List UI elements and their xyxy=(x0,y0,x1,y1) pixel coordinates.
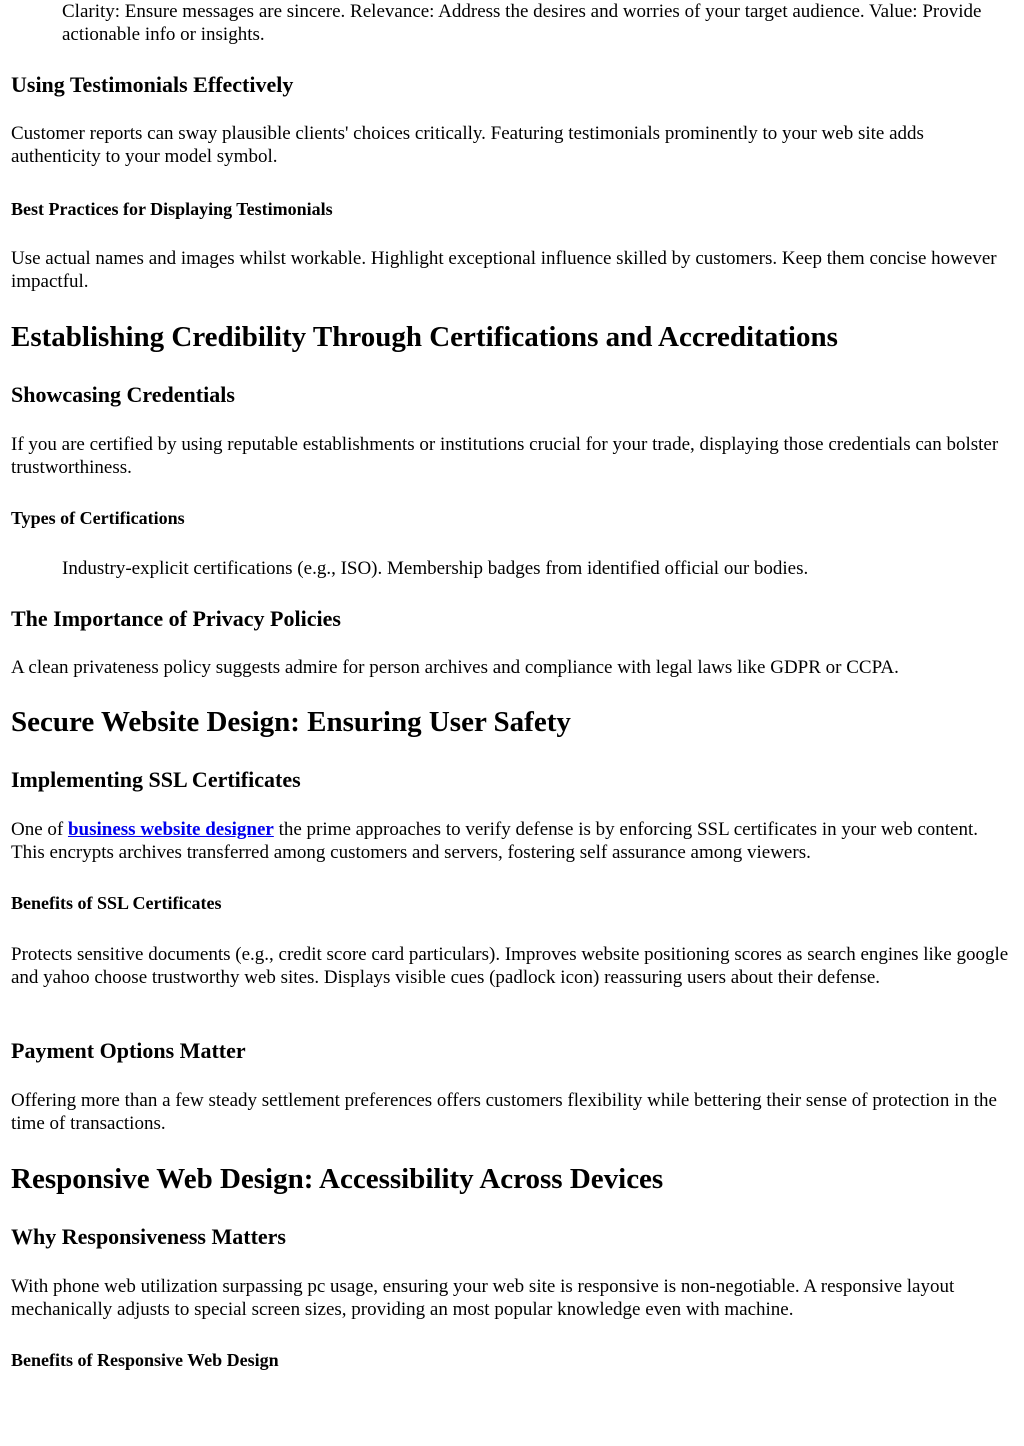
types-paragraph: Industry-explicit certifications (e.g., ISO). Membership badges from identified official our bodies. xyxy=(62,558,809,579)
payment-paragraph: Offering more than a few steady settlement preferences offers customers flexibility while bettering their sense of protection in the time of transactions. xyxy=(11,1090,997,1134)
heading-best-practices: Best Practices for Displaying Testimonials xyxy=(11,199,333,219)
heading-secure-website-design: Secure Website Design: Ensuring User Safety xyxy=(11,706,571,738)
testimonials-paragraph: Customer reports can sway plausible clients' choices critically. Featuring testimonials prominently to your web site adds authenticity to your model symbol. xyxy=(11,123,924,167)
ssl-paragraph-prefix: One of xyxy=(11,819,68,840)
ssl-benefits-paragraph: Protects sensitive documents (e.g., credit score card particulars). Improves website positioning scores as search engines like google and yahoo choose trustworthy web sites. Displays visible cues (padlock icon) reassuring users about their defense. xyxy=(11,944,1009,988)
heading-showcasing-credentials: Showcasing Credentials xyxy=(11,382,235,407)
heading-benefits-of-ssl: Benefits of SSL Certificates xyxy=(11,893,222,913)
best-practices-paragraph: Use actual names and images whilst workable. Highlight exceptional influence skilled by customers. Keep them concise however impactful. xyxy=(11,248,997,292)
business-website-designer-link[interactable]: business website designer xyxy=(67,819,274,840)
heading-benefits-responsive: Benefits of Responsive Web Design xyxy=(11,1350,279,1370)
heading-payment-options: Payment Options Matter xyxy=(11,1038,246,1063)
heading-establishing-credibility: Establishing Credibility Through Certifications and Accreditations xyxy=(11,321,838,353)
heading-implementing-ssl: Implementing SSL Certificates xyxy=(11,767,301,792)
heading-privacy-policies: The Importance of Privacy Policies xyxy=(11,606,341,631)
credentials-paragraph: If you are certified by using reputable establishments or institutions crucial for your trade, displaying those credentials can bolster trustworthiness. xyxy=(11,434,999,478)
privacy-paragraph: A clean privateness policy suggests admire for person archives and compliance with legal laws like GDPR or CCPA. xyxy=(11,657,899,678)
ssl-paragraph xyxy=(11,818,1013,864)
ssl-paragraph-suffix: the prime approaches to verify defense is by enforcing SSL certificates in your web content. This encrypts archives transferred among customers and servers, fostering self assurance among viewers. xyxy=(11,819,979,863)
heading-why-responsiveness: Why Responsiveness Matters xyxy=(11,1224,286,1249)
why-responsiveness-paragraph: With phone web utilization surpassing pc usage, ensuring your web site is responsive is non-negotiable. A responsive layout mechanically adjusts to special screen sizes, providing an most popular knowledge even with machine. xyxy=(11,1276,955,1320)
heading-types-of-certifications: Types of Certifications xyxy=(11,508,185,528)
heading-using-testimonials: Using Testimonials Effectively xyxy=(11,72,294,97)
clarity-paragraph: Clarity: Ensure messages are sincere. Relevance: Address the desires and worries of your target audience. Value: Provide actionable info or insights. xyxy=(62,1,982,45)
heading-responsive-web-design: Responsive Web Design: Accessibility Across Devices xyxy=(11,1163,664,1195)
